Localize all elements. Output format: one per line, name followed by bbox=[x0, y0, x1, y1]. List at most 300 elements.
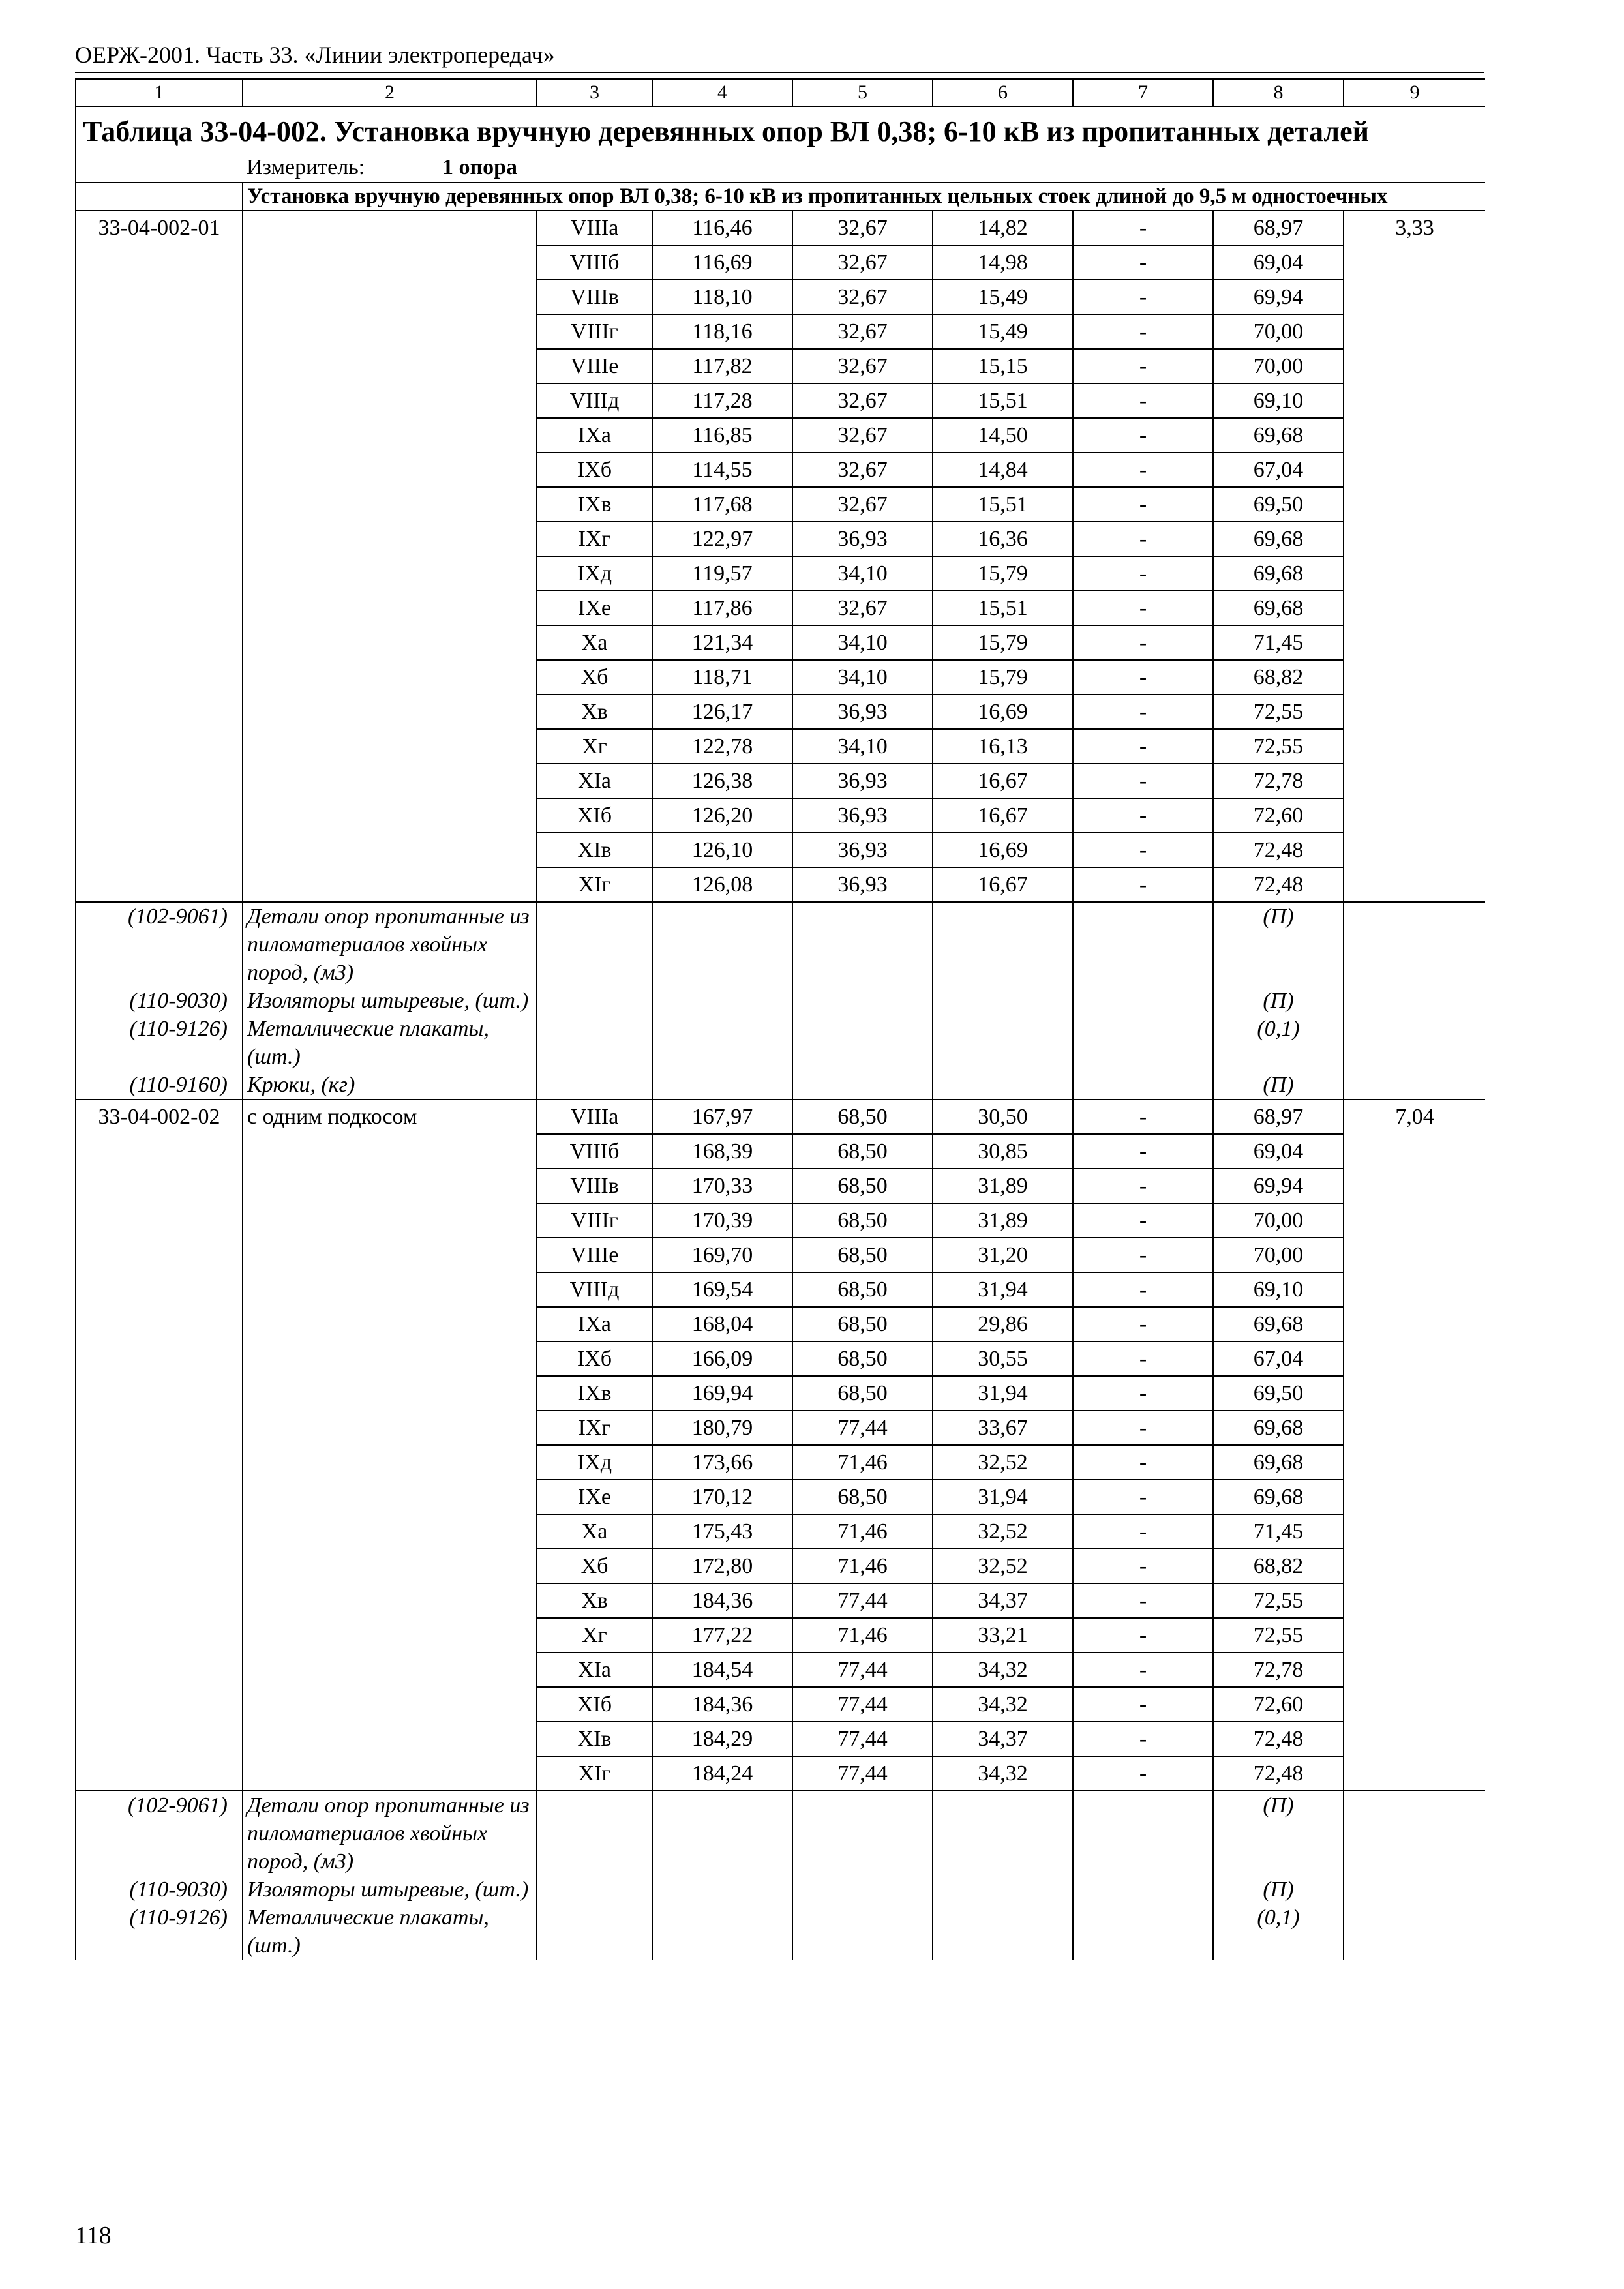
empty-cell bbox=[652, 1904, 792, 1960]
table-body bbox=[76, 79, 1485, 1960]
machines-cell: 33,67 bbox=[933, 1411, 1073, 1445]
driver-wages-cell: - bbox=[1073, 556, 1213, 591]
empty-cell bbox=[1073, 1791, 1213, 1876]
unit-label: Измеритель: bbox=[247, 155, 365, 179]
driver-wages-cell: - bbox=[1073, 1618, 1213, 1653]
subheading-spacer bbox=[76, 183, 243, 211]
subheading: Установка вручную деревянных опор ВЛ 0,38; 6-10 кВ из пропитанных цельных стоек длиной до 9,5 м одностоечных bbox=[243, 183, 1485, 211]
driver-wages-cell: - bbox=[1073, 764, 1213, 798]
machines-cell: 32,52 bbox=[933, 1549, 1073, 1583]
driver-wages-cell: - bbox=[1073, 1514, 1213, 1549]
material-qty-cell: (П) bbox=[1213, 1791, 1344, 1876]
empty-cell bbox=[537, 1791, 652, 1876]
column-number: 5 bbox=[792, 79, 933, 106]
materials-cell: 69,50 bbox=[1213, 487, 1344, 522]
wages-cell: 32,67 bbox=[792, 591, 933, 625]
category-cell: IXа bbox=[537, 1307, 652, 1341]
wages-cell: 34,10 bbox=[792, 729, 933, 764]
wages-cell: 36,93 bbox=[792, 764, 933, 798]
driver-wages-cell: - bbox=[1073, 1549, 1213, 1583]
machines-cell: 15,79 bbox=[933, 625, 1073, 660]
category-cell: VIIIа bbox=[537, 1100, 652, 1134]
wages-cell: 32,67 bbox=[792, 383, 933, 418]
material-code-cell: (110-9030) bbox=[76, 987, 243, 1015]
machines-cell: 15,51 bbox=[933, 591, 1073, 625]
machines-cell: 31,89 bbox=[933, 1169, 1073, 1203]
empty-cell bbox=[792, 1015, 933, 1071]
total-cost-cell: 117,28 bbox=[652, 383, 792, 418]
driver-wages-cell: - bbox=[1073, 695, 1213, 729]
category-cell: IXа bbox=[537, 418, 652, 453]
total-cost-cell: 173,66 bbox=[652, 1445, 792, 1480]
machines-cell: 16,69 bbox=[933, 695, 1073, 729]
material-row bbox=[76, 1876, 1485, 1904]
driver-wages-cell: - bbox=[1073, 729, 1213, 764]
category-cell: Xв bbox=[537, 695, 652, 729]
machines-cell: 33,21 bbox=[933, 1618, 1073, 1653]
materials-cell: 69,68 bbox=[1213, 418, 1344, 453]
empty-cell bbox=[537, 1071, 652, 1100]
wages-cell: 32,67 bbox=[792, 418, 933, 453]
empty-cell bbox=[537, 1015, 652, 1071]
machines-cell: 34,37 bbox=[933, 1583, 1073, 1618]
wages-cell: 68,50 bbox=[792, 1203, 933, 1238]
category-cell: VIIIе bbox=[537, 349, 652, 383]
labor-cost-cell: 7,04 bbox=[1344, 1100, 1485, 1791]
total-cost-cell: 180,79 bbox=[652, 1411, 792, 1445]
work-name-cell bbox=[243, 211, 537, 902]
empty-cell bbox=[1073, 1015, 1213, 1071]
materials-cell: 72,55 bbox=[1213, 1618, 1344, 1653]
materials-cell: 72,60 bbox=[1213, 1687, 1344, 1722]
material-qty-cell: (П) bbox=[1213, 902, 1344, 987]
wages-cell: 68,50 bbox=[792, 1100, 933, 1134]
category-cell: VIIIа bbox=[537, 211, 652, 245]
machines-cell: 16,67 bbox=[933, 764, 1073, 798]
category-cell: IXе bbox=[537, 1480, 652, 1514]
norm-code-cell: 33-04-002-01 bbox=[76, 211, 243, 902]
materials-cell: 69,68 bbox=[1213, 1411, 1344, 1445]
column-number: 3 bbox=[537, 79, 652, 106]
wages-cell: 77,44 bbox=[792, 1687, 933, 1722]
driver-wages-cell: - bbox=[1073, 1411, 1213, 1445]
category-cell: IXб bbox=[537, 453, 652, 487]
empty-cell bbox=[652, 902, 792, 987]
machines-cell: 30,55 bbox=[933, 1341, 1073, 1376]
total-cost-cell: 166,09 bbox=[652, 1341, 792, 1376]
total-cost-cell: 114,55 bbox=[652, 453, 792, 487]
total-cost-cell: 170,39 bbox=[652, 1203, 792, 1238]
empty-cell bbox=[1073, 1071, 1213, 1100]
category-cell: IXв bbox=[537, 1376, 652, 1411]
category-cell: VIIIб bbox=[537, 245, 652, 280]
total-cost-cell: 116,46 bbox=[652, 211, 792, 245]
category-cell: IXд bbox=[537, 1445, 652, 1480]
materials-cell: 67,04 bbox=[1213, 453, 1344, 487]
category-cell: XIа bbox=[537, 764, 652, 798]
driver-wages-cell: - bbox=[1073, 522, 1213, 556]
unit-cell bbox=[243, 153, 1485, 183]
machines-cell: 30,85 bbox=[933, 1134, 1073, 1169]
table-row bbox=[76, 1100, 1485, 1134]
total-cost-cell: 167,97 bbox=[652, 1100, 792, 1134]
total-cost-cell: 184,36 bbox=[652, 1583, 792, 1618]
wages-cell: 32,67 bbox=[792, 280, 933, 314]
driver-wages-cell: - bbox=[1073, 833, 1213, 867]
total-cost-cell: 126,08 bbox=[652, 867, 792, 902]
total-cost-cell: 126,17 bbox=[652, 695, 792, 729]
wages-cell: 34,10 bbox=[792, 625, 933, 660]
machines-cell: 31,89 bbox=[933, 1203, 1073, 1238]
driver-wages-cell: - bbox=[1073, 1272, 1213, 1307]
driver-wages-cell: - bbox=[1073, 211, 1213, 245]
category-cell: XIг bbox=[537, 867, 652, 902]
empty-cell bbox=[933, 1876, 1073, 1904]
column-number: 9 bbox=[1344, 79, 1485, 106]
category-cell: XIб bbox=[537, 1687, 652, 1722]
machines-cell: 32,52 bbox=[933, 1445, 1073, 1480]
driver-wages-cell: - bbox=[1073, 1307, 1213, 1341]
machines-cell: 31,94 bbox=[933, 1480, 1073, 1514]
materials-cell: 72,78 bbox=[1213, 1653, 1344, 1687]
category-cell: XIв bbox=[537, 833, 652, 867]
empty-cell bbox=[933, 902, 1073, 987]
driver-wages-cell: - bbox=[1073, 591, 1213, 625]
empty-cell bbox=[652, 987, 792, 1015]
material-qty-cell: (0,1) bbox=[1213, 1015, 1344, 1071]
page-header: ОЕРЖ-2001. Часть 33. «Линии электропередач» bbox=[75, 42, 555, 68]
driver-wages-cell: - bbox=[1073, 1687, 1213, 1722]
material-name-cell: Детали опор пропитанные из пиломатериалов хвойных пород, (м3) bbox=[243, 902, 537, 987]
machines-cell: 32,52 bbox=[933, 1514, 1073, 1549]
material-code-cell: (110-9030) bbox=[76, 1876, 243, 1904]
machines-cell: 14,82 bbox=[933, 211, 1073, 245]
material-qty-cell: (П) bbox=[1213, 987, 1344, 1015]
driver-wages-cell: - bbox=[1073, 418, 1213, 453]
materials-cell: 69,10 bbox=[1213, 1272, 1344, 1307]
driver-wages-cell: - bbox=[1073, 280, 1213, 314]
category-cell: VIIIб bbox=[537, 1134, 652, 1169]
materials-cell: 69,04 bbox=[1213, 1134, 1344, 1169]
driver-wages-cell: - bbox=[1073, 1169, 1213, 1203]
empty-cell bbox=[933, 1791, 1073, 1876]
machines-cell: 29,86 bbox=[933, 1307, 1073, 1341]
material-row bbox=[76, 1071, 1485, 1100]
category-cell: IXб bbox=[537, 1341, 652, 1376]
total-cost-cell: 122,78 bbox=[652, 729, 792, 764]
material-qty-cell: (0,1) bbox=[1213, 1904, 1344, 1960]
empty-cell bbox=[537, 1904, 652, 1960]
driver-wages-cell: - bbox=[1073, 1445, 1213, 1480]
material-name-cell: Детали опор пропитанные из пиломатериалов хвойных пород, (м3) bbox=[243, 1791, 537, 1876]
empty-cell bbox=[537, 1876, 652, 1904]
column-number: 4 bbox=[652, 79, 792, 106]
header-rule bbox=[75, 72, 1484, 73]
materials-cell: 70,00 bbox=[1213, 314, 1344, 349]
wages-cell: 77,44 bbox=[792, 1583, 933, 1618]
materials-cell: 69,68 bbox=[1213, 556, 1344, 591]
norm-code-cell: 33-04-002-02 bbox=[76, 1100, 243, 1791]
category-cell: VIIIг bbox=[537, 314, 652, 349]
machines-cell: 15,79 bbox=[933, 556, 1073, 591]
machines-cell: 16,67 bbox=[933, 867, 1073, 902]
empty-cell bbox=[792, 987, 933, 1015]
driver-wages-cell: - bbox=[1073, 453, 1213, 487]
materials-cell: 67,04 bbox=[1213, 1341, 1344, 1376]
table-row bbox=[76, 211, 1485, 245]
category-cell: Xа bbox=[537, 1514, 652, 1549]
wages-cell: 71,46 bbox=[792, 1514, 933, 1549]
column-number: 7 bbox=[1073, 79, 1213, 106]
machines-cell: 14,50 bbox=[933, 418, 1073, 453]
empty-cell bbox=[792, 1904, 933, 1960]
category-cell: Xг bbox=[537, 1618, 652, 1653]
category-cell: XIг bbox=[537, 1756, 652, 1791]
material-name-cell: Изоляторы штыревые, (шт.) bbox=[243, 1876, 537, 1904]
category-cell: IXд bbox=[537, 556, 652, 591]
machines-cell: 34,32 bbox=[933, 1653, 1073, 1687]
empty-cell bbox=[792, 1791, 933, 1876]
wages-cell: 68,50 bbox=[792, 1376, 933, 1411]
empty-cell bbox=[1073, 902, 1213, 987]
total-cost-cell: 118,71 bbox=[652, 660, 792, 695]
wages-cell: 32,67 bbox=[792, 314, 933, 349]
machines-cell: 15,51 bbox=[933, 383, 1073, 418]
wages-cell: 34,10 bbox=[792, 660, 933, 695]
wages-cell: 68,50 bbox=[792, 1341, 933, 1376]
material-code-cell: (102-9061) bbox=[76, 902, 243, 987]
total-cost-cell: 121,34 bbox=[652, 625, 792, 660]
materials-cell: 69,68 bbox=[1213, 1445, 1344, 1480]
material-code-cell: (102-9061) bbox=[76, 1791, 243, 1876]
empty-cell bbox=[1073, 1876, 1213, 1904]
empty-cell bbox=[933, 987, 1073, 1015]
total-cost-cell: 184,54 bbox=[652, 1653, 792, 1687]
wages-cell: 32,67 bbox=[792, 487, 933, 522]
empty-cell bbox=[652, 1071, 792, 1100]
materials-cell: 69,50 bbox=[1213, 1376, 1344, 1411]
wages-cell: 77,44 bbox=[792, 1722, 933, 1756]
total-cost-cell: 118,16 bbox=[652, 314, 792, 349]
wages-cell: 77,44 bbox=[792, 1756, 933, 1791]
total-cost-cell: 126,38 bbox=[652, 764, 792, 798]
empty-cell bbox=[792, 1071, 933, 1100]
wages-cell: 32,67 bbox=[792, 349, 933, 383]
materials-cell: 71,45 bbox=[1213, 1514, 1344, 1549]
driver-wages-cell: - bbox=[1073, 1756, 1213, 1791]
driver-wages-cell: - bbox=[1073, 1376, 1213, 1411]
driver-wages-cell: - bbox=[1073, 867, 1213, 902]
machines-cell: 34,37 bbox=[933, 1722, 1073, 1756]
total-cost-cell: 116,85 bbox=[652, 418, 792, 453]
driver-wages-cell: - bbox=[1073, 1238, 1213, 1272]
driver-wages-cell: - bbox=[1073, 1480, 1213, 1514]
wages-cell: 71,46 bbox=[792, 1445, 933, 1480]
category-cell: VIIIд bbox=[537, 1272, 652, 1307]
empty-cell bbox=[792, 1876, 933, 1904]
empty-cell bbox=[1344, 1071, 1485, 1100]
unit-spacer bbox=[76, 153, 243, 183]
total-cost-cell: 122,97 bbox=[652, 522, 792, 556]
wages-cell: 68,50 bbox=[792, 1480, 933, 1514]
material-code-cell: (110-9126) bbox=[76, 1904, 243, 1960]
machines-cell: 16,69 bbox=[933, 833, 1073, 867]
driver-wages-cell: - bbox=[1073, 487, 1213, 522]
machines-cell: 30,50 bbox=[933, 1100, 1073, 1134]
total-cost-cell: 116,69 bbox=[652, 245, 792, 280]
total-cost-cell: 184,24 bbox=[652, 1756, 792, 1791]
wages-cell: 68,50 bbox=[792, 1238, 933, 1272]
category-cell: XIв bbox=[537, 1722, 652, 1756]
driver-wages-cell: - bbox=[1073, 1134, 1213, 1169]
driver-wages-cell: - bbox=[1073, 314, 1213, 349]
machines-cell: 31,94 bbox=[933, 1272, 1073, 1307]
category-cell: XIа bbox=[537, 1653, 652, 1687]
machines-cell: 34,32 bbox=[933, 1687, 1073, 1722]
materials-cell: 69,68 bbox=[1213, 1307, 1344, 1341]
material-code-cell: (110-9126) bbox=[76, 1015, 243, 1071]
machines-cell: 14,98 bbox=[933, 245, 1073, 280]
materials-cell: 72,48 bbox=[1213, 833, 1344, 867]
empty-cell bbox=[792, 902, 933, 987]
materials-cell: 69,68 bbox=[1213, 1480, 1344, 1514]
category-cell: IXе bbox=[537, 591, 652, 625]
wages-cell: 68,50 bbox=[792, 1134, 933, 1169]
wages-cell: 36,93 bbox=[792, 522, 933, 556]
material-row bbox=[76, 1904, 1485, 1960]
category-cell: Xв bbox=[537, 1583, 652, 1618]
total-cost-cell: 117,82 bbox=[652, 349, 792, 383]
material-row bbox=[76, 1791, 1485, 1876]
empty-cell bbox=[1073, 1904, 1213, 1960]
driver-wages-cell: - bbox=[1073, 245, 1213, 280]
materials-cell: 72,48 bbox=[1213, 1756, 1344, 1791]
wages-cell: 68,50 bbox=[792, 1272, 933, 1307]
total-cost-cell: 168,04 bbox=[652, 1307, 792, 1341]
category-cell: IXг bbox=[537, 522, 652, 556]
empty-cell bbox=[1344, 902, 1485, 987]
category-cell: VIIIе bbox=[537, 1238, 652, 1272]
total-cost-cell: 169,54 bbox=[652, 1272, 792, 1307]
materials-cell: 70,00 bbox=[1213, 1238, 1344, 1272]
total-cost-cell: 177,22 bbox=[652, 1618, 792, 1653]
column-number: 8 bbox=[1213, 79, 1344, 106]
total-cost-cell: 118,10 bbox=[652, 280, 792, 314]
empty-cell bbox=[1344, 1015, 1485, 1071]
total-cost-cell: 170,12 bbox=[652, 1480, 792, 1514]
empty-cell bbox=[1344, 1904, 1485, 1960]
materials-cell: 69,94 bbox=[1213, 280, 1344, 314]
materials-cell: 72,55 bbox=[1213, 729, 1344, 764]
wages-cell: 36,93 bbox=[792, 798, 933, 833]
materials-cell: 69,68 bbox=[1213, 522, 1344, 556]
category-cell: IXв bbox=[537, 487, 652, 522]
materials-cell: 72,55 bbox=[1213, 695, 1344, 729]
empty-cell bbox=[652, 1876, 792, 1904]
wages-cell: 77,44 bbox=[792, 1653, 933, 1687]
driver-wages-cell: - bbox=[1073, 1341, 1213, 1376]
wages-cell: 32,67 bbox=[792, 211, 933, 245]
driver-wages-cell: - bbox=[1073, 349, 1213, 383]
materials-cell: 69,68 bbox=[1213, 591, 1344, 625]
category-cell: XIб bbox=[537, 798, 652, 833]
materials-cell: 72,60 bbox=[1213, 798, 1344, 833]
materials-cell: 68,97 bbox=[1213, 1100, 1344, 1134]
wages-cell: 77,44 bbox=[792, 1411, 933, 1445]
category-cell: VIIIв bbox=[537, 1169, 652, 1203]
wages-cell: 36,93 bbox=[792, 833, 933, 867]
driver-wages-cell: - bbox=[1073, 383, 1213, 418]
wages-cell: 68,50 bbox=[792, 1169, 933, 1203]
subheading-row bbox=[76, 183, 1485, 211]
wages-cell: 34,10 bbox=[792, 556, 933, 591]
wages-cell: 32,67 bbox=[792, 245, 933, 280]
machines-cell: 15,15 bbox=[933, 349, 1073, 383]
machines-cell: 15,49 bbox=[933, 280, 1073, 314]
materials-cell: 72,78 bbox=[1213, 764, 1344, 798]
machines-cell: 16,13 bbox=[933, 729, 1073, 764]
empty-cell bbox=[537, 987, 652, 1015]
empty-cell bbox=[933, 1904, 1073, 1960]
empty-cell bbox=[1344, 1791, 1485, 1876]
unit-value: 1 опора bbox=[442, 155, 517, 179]
material-name-cell: Металлические плакаты, (шт.) bbox=[243, 1015, 537, 1071]
material-code-cell: (110-9160) bbox=[76, 1071, 243, 1100]
materials-cell: 70,00 bbox=[1213, 349, 1344, 383]
machines-cell: 31,20 bbox=[933, 1238, 1073, 1272]
category-cell: IXг bbox=[537, 1411, 652, 1445]
category-cell: Xа bbox=[537, 625, 652, 660]
material-row bbox=[76, 1015, 1485, 1071]
total-cost-cell: 169,94 bbox=[652, 1376, 792, 1411]
empty-cell bbox=[537, 902, 652, 987]
total-cost-cell: 117,86 bbox=[652, 591, 792, 625]
materials-cell: 72,48 bbox=[1213, 1722, 1344, 1756]
total-cost-cell: 168,39 bbox=[652, 1134, 792, 1169]
total-cost-cell: 184,29 bbox=[652, 1722, 792, 1756]
material-row bbox=[76, 902, 1485, 987]
materials-cell: 69,04 bbox=[1213, 245, 1344, 280]
materials-cell: 68,97 bbox=[1213, 211, 1344, 245]
column-number: 6 bbox=[933, 79, 1073, 106]
total-cost-cell: 184,36 bbox=[652, 1687, 792, 1722]
wages-cell: 36,93 bbox=[792, 695, 933, 729]
category-cell: VIIIв bbox=[537, 280, 652, 314]
column-number: 1 bbox=[76, 79, 243, 106]
unit-row bbox=[76, 153, 1485, 183]
materials-cell: 69,94 bbox=[1213, 1169, 1344, 1203]
driver-wages-cell: - bbox=[1073, 798, 1213, 833]
material-qty-cell: (П) bbox=[1213, 1071, 1344, 1100]
driver-wages-cell: - bbox=[1073, 1203, 1213, 1238]
machines-cell: 34,32 bbox=[933, 1756, 1073, 1791]
category-cell: VIIIг bbox=[537, 1203, 652, 1238]
total-cost-cell: 175,43 bbox=[652, 1514, 792, 1549]
category-cell: Xб bbox=[537, 1549, 652, 1583]
materials-cell: 68,82 bbox=[1213, 660, 1344, 695]
material-name-cell: Металлические плакаты, (шт.) bbox=[243, 1904, 537, 1960]
wages-cell: 71,46 bbox=[792, 1618, 933, 1653]
materials-cell: 71,45 bbox=[1213, 625, 1344, 660]
empty-cell bbox=[1344, 1876, 1485, 1904]
materials-cell: 72,55 bbox=[1213, 1583, 1344, 1618]
empty-cell bbox=[652, 1015, 792, 1071]
category-cell: Xб bbox=[537, 660, 652, 695]
labor-cost-cell: 3,33 bbox=[1344, 211, 1485, 902]
category-cell: Xг bbox=[537, 729, 652, 764]
driver-wages-cell: - bbox=[1073, 1722, 1213, 1756]
wages-cell: 71,46 bbox=[792, 1549, 933, 1583]
